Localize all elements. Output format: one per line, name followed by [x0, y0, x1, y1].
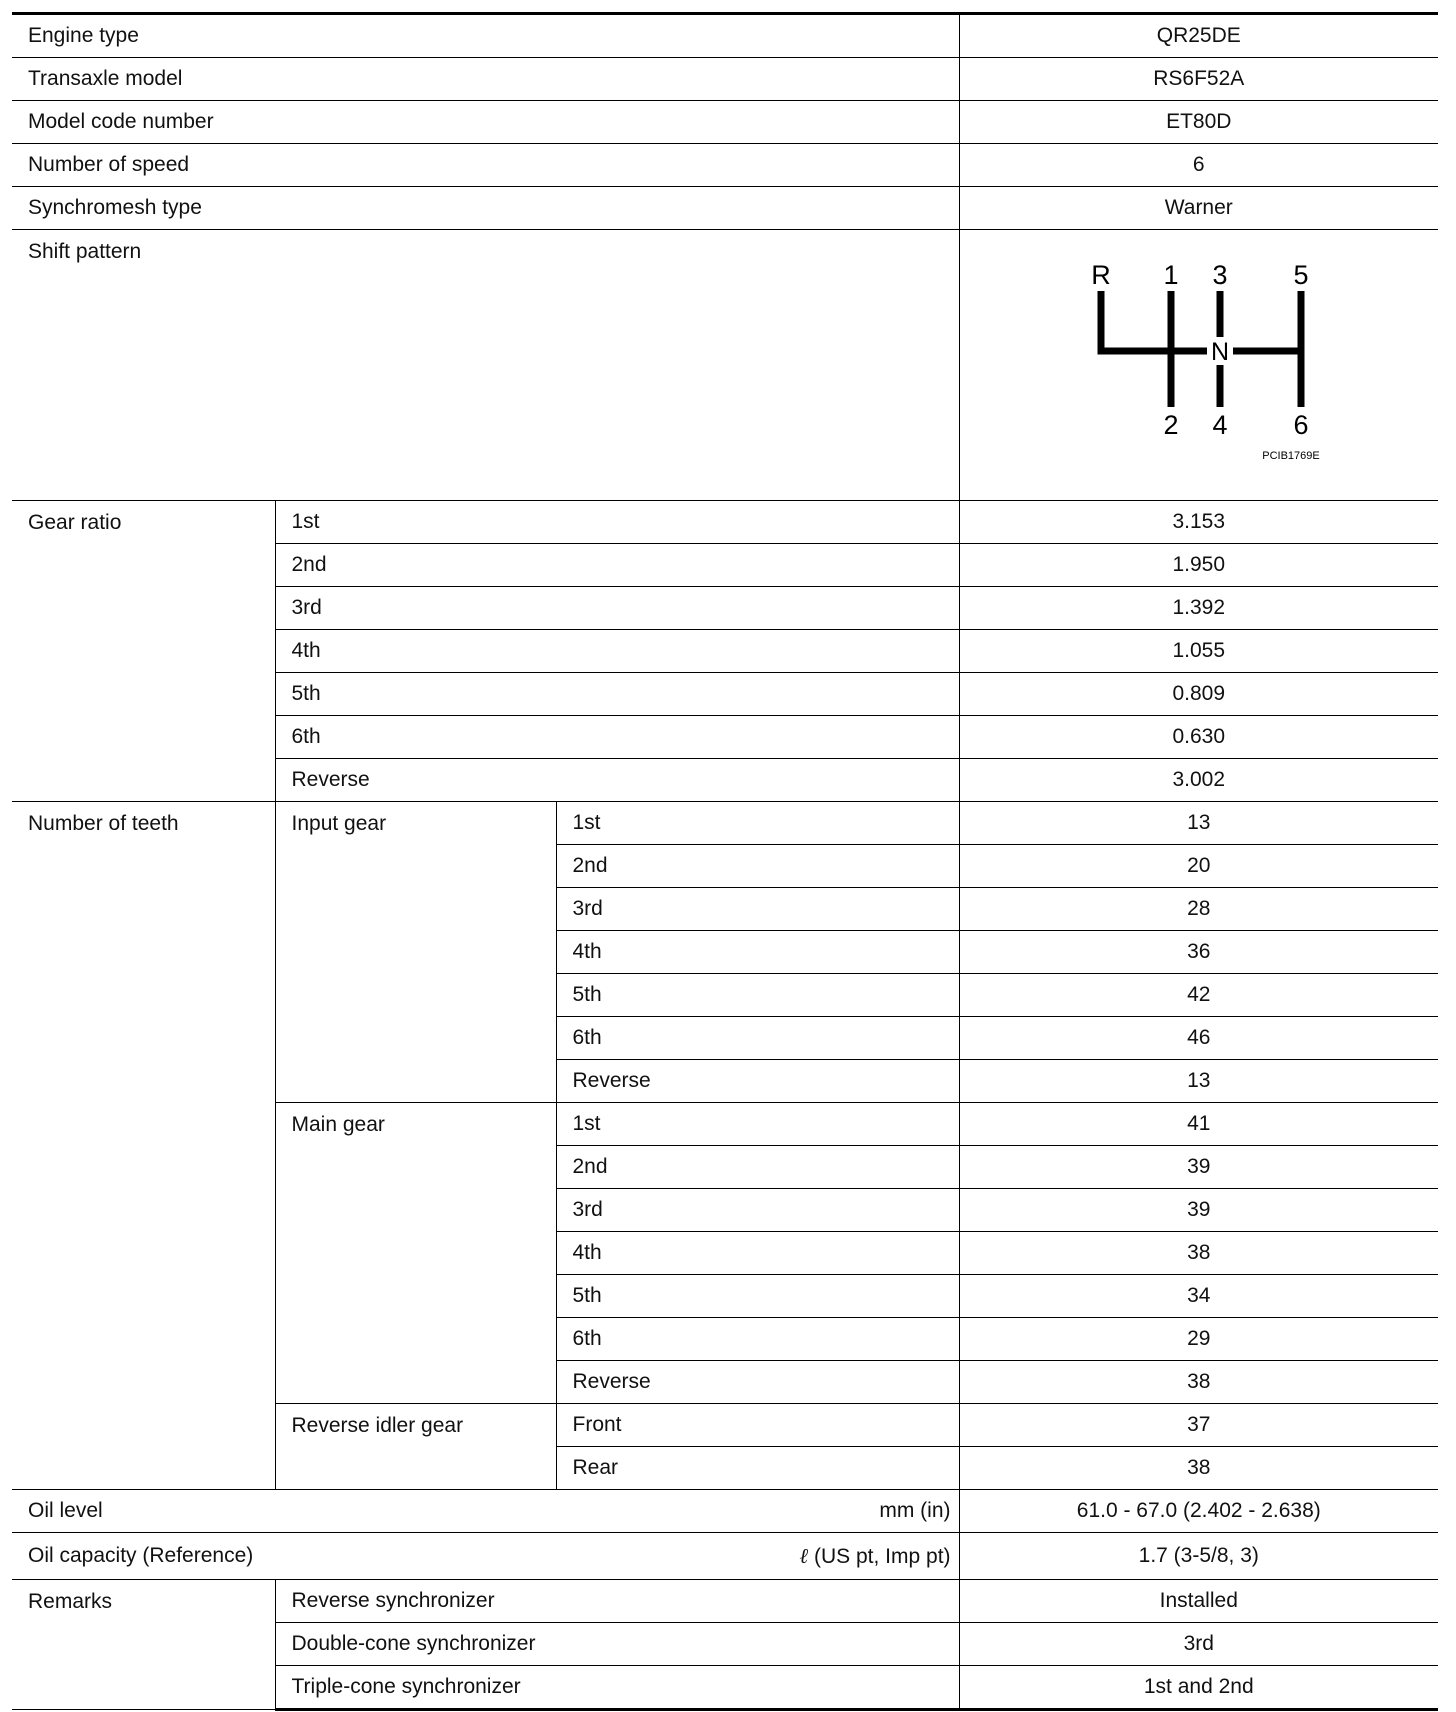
input-gear-teeth: 36	[959, 931, 1438, 974]
main-gear-teeth: 39	[959, 1146, 1438, 1189]
oil-level-unit: mm (in)	[879, 1499, 951, 1522]
input-gear-teeth: 28	[959, 888, 1438, 931]
table-row	[12, 501, 1438, 544]
reverse-idler-gear-label: Reverse idler gear	[275, 1404, 556, 1490]
main-gear-teeth: 34	[959, 1275, 1438, 1318]
specification-table	[12, 12, 1438, 1711]
input-gear-gear: Reverse	[556, 1060, 959, 1103]
oil-level-value: 61.0 - 67.0 (2.402 - 2.638)	[959, 1490, 1438, 1533]
remark-item-label: Triple-cone synchronizer	[275, 1666, 959, 1710]
shift-label-neutral: N	[1210, 338, 1229, 366]
number-of-speed-label: Number of speed	[12, 144, 959, 187]
remark-item-value: Installed	[959, 1580, 1438, 1623]
input-gear-label: Input gear	[275, 802, 556, 1103]
shift-label-5: 5	[1293, 260, 1309, 290]
input-gear-teeth: 20	[959, 845, 1438, 888]
reverse-idler-teeth: 37	[959, 1404, 1438, 1447]
main-gear-teeth: 41	[959, 1103, 1438, 1146]
transaxle-model-value: RS6F52A	[959, 58, 1438, 101]
input-gear-teeth: 13	[959, 1060, 1438, 1103]
model-code-label: Model code number	[12, 101, 959, 144]
number-of-speed-value: 6	[959, 144, 1438, 187]
oil-capacity-cell	[12, 1533, 959, 1580]
gear-ratio-value: 3.153	[959, 501, 1438, 544]
table-row	[12, 144, 1438, 187]
number-of-teeth-label: Number of teeth	[12, 802, 275, 1490]
gear-ratio-gear: 1st	[275, 501, 959, 544]
remark-item-label: Double-cone synchronizer	[275, 1623, 959, 1666]
engine-type-value: QR25DE	[959, 14, 1438, 58]
table-row	[12, 1490, 1438, 1533]
table-row	[12, 230, 1438, 501]
input-gear-gear: 3rd	[556, 888, 959, 931]
main-gear-gear: 6th	[556, 1318, 959, 1361]
oil-level-cell	[12, 1490, 959, 1533]
gear-ratio-value: 1.392	[959, 587, 1438, 630]
gear-ratio-gear: 5th	[275, 673, 959, 716]
input-gear-gear: 2nd	[556, 845, 959, 888]
gear-ratio-gear: 4th	[275, 630, 959, 673]
table-row	[12, 58, 1438, 101]
gear-ratio-gear: 6th	[275, 716, 959, 759]
remarks-label: Remarks	[12, 1580, 275, 1710]
input-gear-gear: 6th	[556, 1017, 959, 1060]
main-gear-teeth: 38	[959, 1361, 1438, 1404]
gear-ratio-value: 3.002	[959, 759, 1438, 802]
shift-label-4: 4	[1212, 410, 1228, 440]
table-row	[12, 1533, 1438, 1580]
main-gear-gear: 3rd	[556, 1189, 959, 1232]
input-gear-gear: 1st	[556, 802, 959, 845]
gear-ratio-value: 1.950	[959, 544, 1438, 587]
main-gear-gear: 1st	[556, 1103, 959, 1146]
shift-label-3: 3	[1212, 260, 1228, 290]
gear-ratio-value: 0.809	[959, 673, 1438, 716]
remark-item-value: 1st and 2nd	[959, 1666, 1438, 1710]
input-gear-teeth: 13	[959, 802, 1438, 845]
gear-ratio-gear: Reverse	[275, 759, 959, 802]
main-gear-teeth: 29	[959, 1318, 1438, 1361]
main-gear-gear: 5th	[556, 1275, 959, 1318]
shift-label-1: 1	[1163, 260, 1179, 290]
input-gear-teeth: 42	[959, 974, 1438, 1017]
shift-label-6: 6	[1293, 410, 1309, 440]
shift-label-r: R	[1091, 260, 1111, 290]
main-gear-gear: 4th	[556, 1232, 959, 1275]
table-row	[12, 802, 1438, 845]
main-gear-teeth: 38	[959, 1232, 1438, 1275]
gear-ratio-value: 0.630	[959, 716, 1438, 759]
main-gear-gear: 2nd	[556, 1146, 959, 1189]
shift-pattern-label: Shift pattern	[12, 230, 959, 501]
oil-capacity-label: Oil capacity (Reference)	[28, 1544, 254, 1567]
oil-capacity-unit: (US pt, Imp pt)	[813, 1544, 951, 1568]
oil-capacity-unit-group	[799, 1544, 958, 1569]
synchromesh-type-label: Synchromesh type	[12, 187, 959, 230]
model-code-value: ET80D	[959, 101, 1438, 144]
gear-ratio-gear: 2nd	[275, 544, 959, 587]
shift-pattern-diagram	[1069, 245, 1329, 485]
engine-type-label: Engine type	[12, 14, 959, 58]
main-gear-teeth: 39	[959, 1189, 1438, 1232]
table-row	[12, 14, 1438, 58]
oil-capacity-value: 1.7 (3-5/8, 3)	[959, 1533, 1438, 1580]
oil-level-label: Oil level	[28, 1499, 103, 1522]
gear-ratio-gear: 3rd	[275, 587, 959, 630]
reverse-idler-position: Front	[556, 1404, 959, 1447]
remark-item-value: 3rd	[959, 1623, 1438, 1666]
input-gear-gear: 5th	[556, 974, 959, 1017]
remark-item-label: Reverse synchronizer	[275, 1580, 959, 1623]
gear-ratio-label: Gear ratio	[12, 501, 275, 802]
transaxle-model-label: Transaxle model	[12, 58, 959, 101]
reverse-idler-position: Rear	[556, 1447, 959, 1490]
table-row	[12, 1580, 1438, 1623]
table-row	[12, 187, 1438, 230]
main-gear-label: Main gear	[275, 1103, 556, 1404]
shift-pattern-figure	[959, 230, 1438, 501]
shift-label-2: 2	[1163, 410, 1179, 440]
reverse-idler-teeth: 38	[959, 1447, 1438, 1490]
main-gear-gear: Reverse	[556, 1361, 959, 1404]
input-gear-gear: 4th	[556, 931, 959, 974]
gear-ratio-value: 1.055	[959, 630, 1438, 673]
synchromesh-type-value: Warner	[959, 187, 1438, 230]
table-row	[12, 101, 1438, 144]
figure-code: PCIB1769E	[1262, 450, 1320, 462]
litre-symbol: ℓ	[799, 1543, 809, 1568]
input-gear-teeth: 46	[959, 1017, 1438, 1060]
